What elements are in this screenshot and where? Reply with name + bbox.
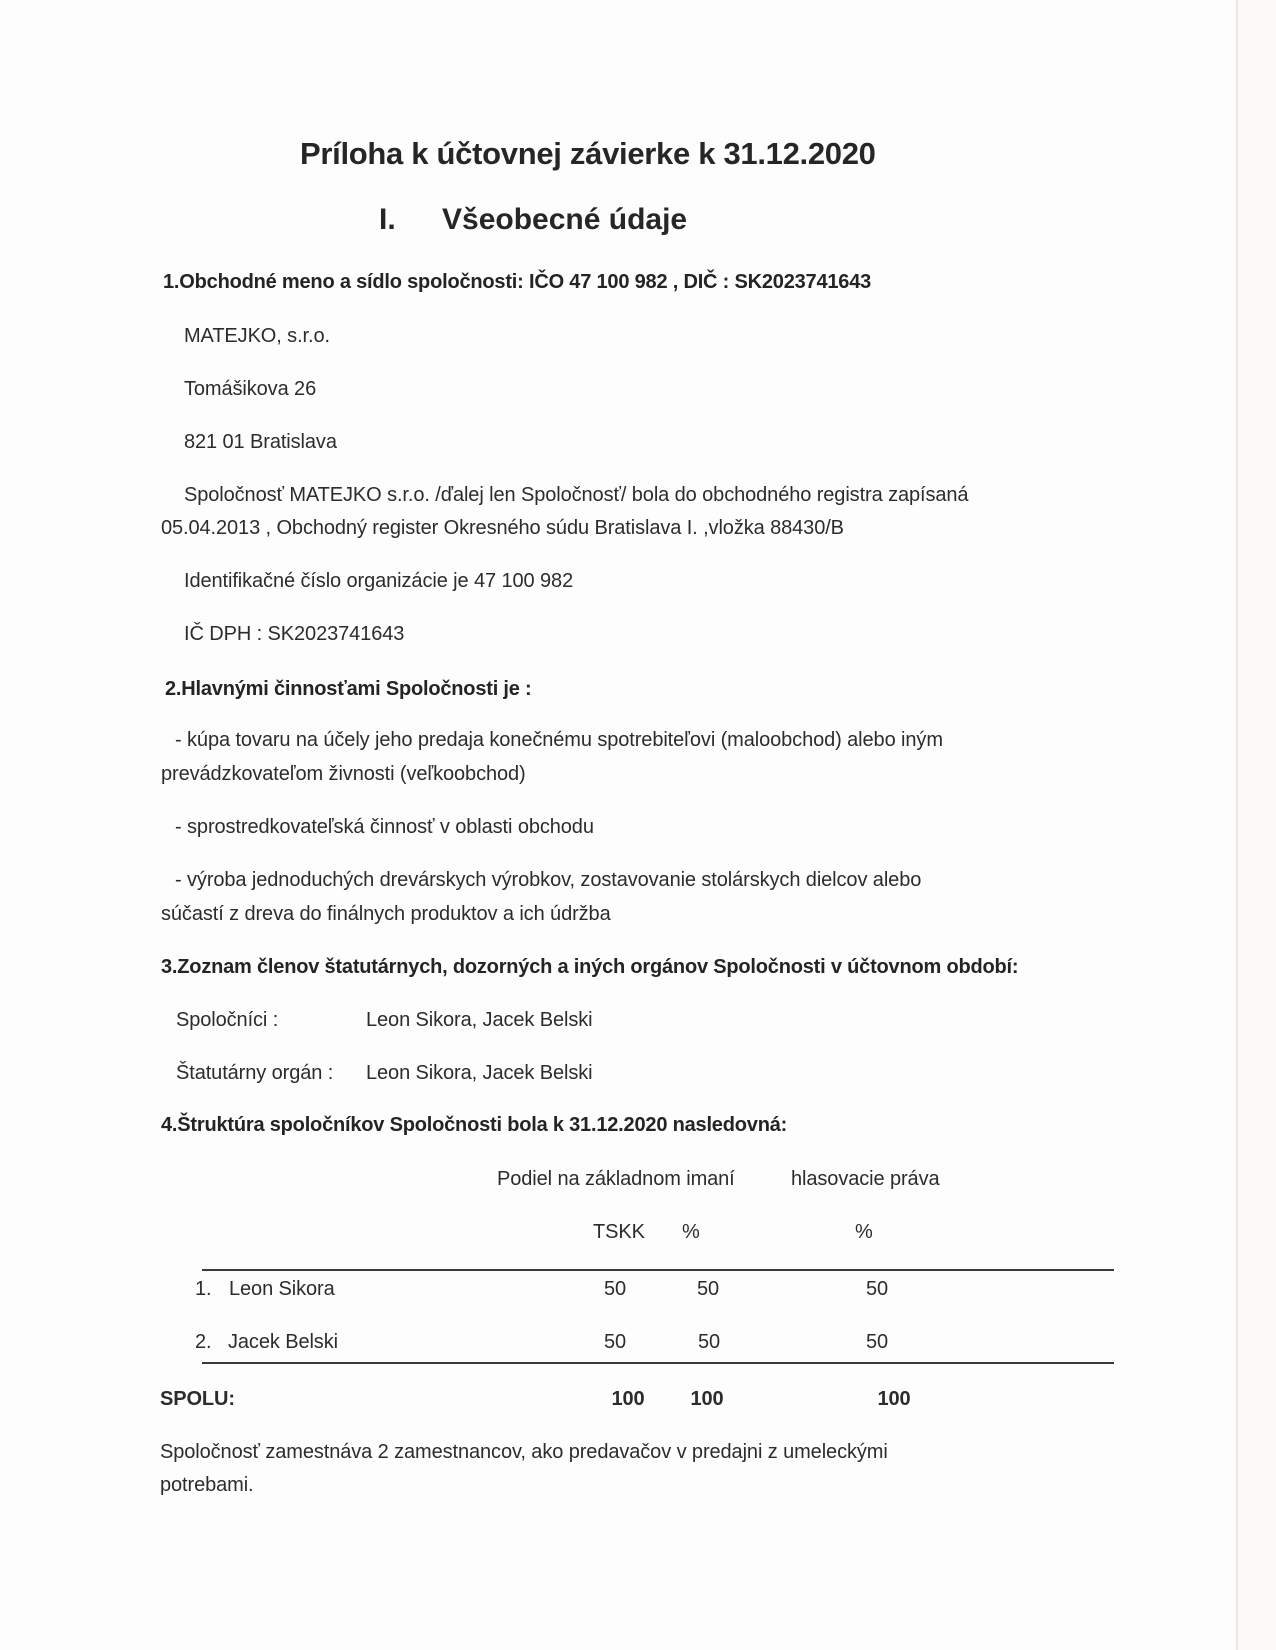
ic-dph-line: IČ DPH : SK2023741643 <box>184 623 405 645</box>
document-title: Príloha k účtovnej závierke k 31.12.2020 <box>300 136 876 171</box>
row-tskk: 50 <box>603 1278 627 1300</box>
row-name: Leon Sikora <box>229 1278 335 1300</box>
table-top-rule <box>202 1269 1114 1271</box>
header-capital-pct: % <box>682 1221 700 1243</box>
scan-edge-line <box>1236 0 1238 1650</box>
registration-line-1: Spoločnosť MATEJKO s.r.o. /ďalej len Spoločnosť/ bola do obchodného registra zapísaná <box>184 484 969 506</box>
registration-line-2: 05.04.2013 , Obchodný register Okresného súdu Bratislava I. ,vložka 88430/B <box>161 517 844 539</box>
activity-1-line-1: - kúpa tovaru na účely jeho predaja konečnému spotrebiteľovi (maloobchod) alebo iným <box>175 729 943 751</box>
activity-3-line-2: súčastí z dreva do finálnych produktov a ich údržba <box>161 903 611 925</box>
header-voting-pct: % <box>855 1221 873 1243</box>
activity-2: - sprostredkovateľská činnosť v oblasti obchodu <box>175 816 594 838</box>
table-bottom-rule <box>202 1362 1114 1364</box>
total-tskk: 100 <box>611 1388 645 1410</box>
partners-label: Spoločníci : <box>176 1009 279 1031</box>
statutory-body-value: Leon Sikora, Jacek Belski <box>366 1062 593 1084</box>
row-name: Jacek Belski <box>228 1331 338 1353</box>
section-title: Všeobecné údaje <box>442 203 688 236</box>
row-capital-pct: 50 <box>696 1278 720 1300</box>
company-city: 821 01 Bratislava <box>184 431 337 453</box>
employees-line-1: Spoločnosť zamestnáva 2 zamestnancov, ako predavačov v predajni z umeleckými <box>160 1441 888 1463</box>
row-voting-pct: 50 <box>865 1331 889 1353</box>
row-capital-pct: 50 <box>697 1331 721 1353</box>
ico-line: Identifikačné číslo organizácie je 47 100 982 <box>184 570 574 592</box>
item3-heading: 3.Zoznam členov štatutárnych, dozorných a iných orgánov Spoločnosti v účtovnom období: <box>161 956 1019 978</box>
header-tskk: TSKK <box>593 1221 645 1243</box>
row-tskk: 50 <box>603 1331 627 1353</box>
total-capital-pct: 100 <box>690 1388 724 1410</box>
partners-value: Leon Sikora, Jacek Belski <box>366 1009 593 1031</box>
employees-line-2: potrebami. <box>160 1474 254 1496</box>
scan-margin <box>1238 0 1276 1650</box>
header-capital-share: Podiel na základnom imaní <box>497 1168 735 1190</box>
activity-3-line-1: - výroba jednoduchých drevárskych výrobkov, zostavovanie stolárskych dielcov alebo <box>175 869 922 891</box>
item4-heading: 4.Štruktúra spoločníkov Spoločnosti bola k 31.12.2020 nasledovná: <box>161 1114 788 1136</box>
activity-1-line-2: prevádzkovateľom živnosti (veľkoobchod) <box>161 763 526 785</box>
total-voting-pct: 100 <box>877 1388 911 1410</box>
company-name: MATEJKO, s.r.o. <box>184 325 330 347</box>
header-voting-rights: hlasovacie práva <box>791 1168 940 1190</box>
company-street: Tomášikova 26 <box>184 378 317 400</box>
row-voting-pct: 50 <box>865 1278 889 1300</box>
row-index: 2. <box>195 1331 212 1353</box>
total-label: SPOLU: <box>160 1388 235 1410</box>
section-number: I. <box>379 203 396 236</box>
row-index: 1. <box>195 1278 212 1300</box>
statutory-body-label: Štatutárny orgán : <box>176 1062 334 1084</box>
item1-heading: 1.Obchodné meno a sídlo spoločnosti: IČO 47 100 982 , DIČ : SK2023741643 <box>163 271 872 293</box>
item2-heading: 2.Hlavnými činnosťami Spoločnosti je : <box>165 678 532 700</box>
